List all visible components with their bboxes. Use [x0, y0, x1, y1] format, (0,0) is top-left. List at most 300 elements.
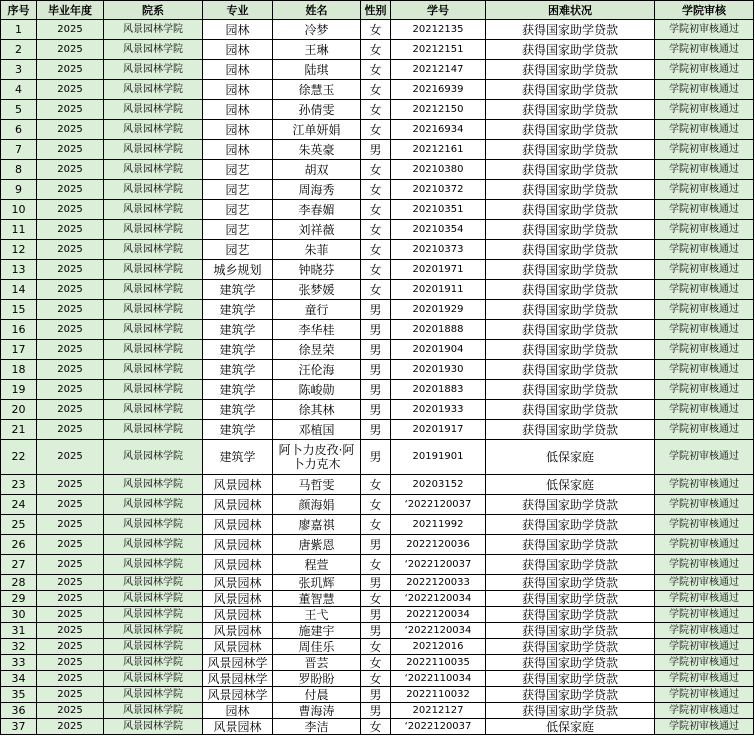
cell-department: 风景园林学院	[104, 220, 203, 240]
table-row	[1, 671, 754, 687]
cell-review: 学院初审核通过	[655, 420, 754, 440]
cell-hardship: 获得国家助学贷款	[486, 320, 655, 340]
cell-gender: 男	[361, 380, 391, 400]
table-row	[1, 120, 754, 140]
cell-review: 学院初审核通过	[655, 120, 754, 140]
cell-index: 12	[1, 240, 37, 260]
cell-major: 风景园林	[203, 623, 273, 639]
table-row	[1, 703, 754, 719]
cell-year: 2025	[37, 671, 104, 687]
cell-hardship: 获得国家助学贷款	[486, 120, 655, 140]
cell-student-id: 20191901	[391, 440, 486, 475]
cell-student-id: 20201888	[391, 320, 486, 340]
cell-major: 风景园林	[203, 475, 273, 495]
cell-year: 2025	[37, 80, 104, 100]
cell-year: 2025	[37, 100, 104, 120]
cell-gender: 女	[361, 240, 391, 260]
cell-major: 风景园林学	[203, 687, 273, 703]
cell-gender: 女	[361, 671, 391, 687]
cell-hardship: 低保家庭	[486, 475, 655, 495]
cell-year: 2025	[37, 140, 104, 160]
cell-index: 6	[1, 120, 37, 140]
cell-name: 李华桂	[273, 320, 361, 340]
cell-major: 园林	[203, 40, 273, 60]
cell-year: 2025	[37, 475, 104, 495]
cell-index: 24	[1, 495, 37, 515]
cell-gender: 女	[361, 475, 391, 495]
cell-name: 陆琪	[273, 60, 361, 80]
cell-department: 风景园林学院	[104, 120, 203, 140]
cell-index: 1	[1, 20, 37, 40]
cell-department: 风景园林学院	[104, 160, 203, 180]
cell-hardship: 获得国家助学贷款	[486, 639, 655, 655]
cell-student-id: 20201904	[391, 340, 486, 360]
cell-name: 张梦媛	[273, 280, 361, 300]
cell-hardship: 获得国家助学贷款	[486, 20, 655, 40]
cell-hardship: 获得国家助学贷款	[486, 655, 655, 671]
cell-name: 马哲雯	[273, 475, 361, 495]
cell-index: 27	[1, 555, 37, 575]
cell-name: 李洁	[273, 719, 361, 735]
cell-name: 朱菲	[273, 240, 361, 260]
cell-year: 2025	[37, 687, 104, 703]
cell-major: 园林	[203, 80, 273, 100]
cell-hardship: 获得国家助学贷款	[486, 623, 655, 639]
cell-name: 孙倩雯	[273, 100, 361, 120]
cell-department: 风景园林学院	[104, 420, 203, 440]
cell-gender: 男	[361, 360, 391, 380]
table-row	[1, 340, 754, 360]
cell-major: 建筑学	[203, 400, 273, 420]
cell-gender: 男	[361, 687, 391, 703]
table-row	[1, 60, 754, 80]
cell-hardship: 获得国家助学贷款	[486, 260, 655, 280]
cell-year: 2025	[37, 220, 104, 240]
cell-review: 学院初审核通过	[655, 300, 754, 320]
cell-index: 20	[1, 400, 37, 420]
cell-department: 风景园林学院	[104, 555, 203, 575]
cell-gender: 女	[361, 80, 391, 100]
table-row	[1, 515, 754, 535]
cell-student-id: 20201911	[391, 280, 486, 300]
cell-student-id: 20212016	[391, 639, 486, 655]
cell-major: 建筑学	[203, 360, 273, 380]
cell-gender: 男	[361, 420, 391, 440]
cell-student-id: 2022110035	[391, 655, 486, 671]
table-row	[1, 240, 754, 260]
cell-gender: 男	[361, 440, 391, 475]
cell-major: 园林	[203, 100, 273, 120]
cell-major: 建筑学	[203, 380, 273, 400]
cell-name: 李春媚	[273, 200, 361, 220]
cell-name: 汪伦海	[273, 360, 361, 380]
cell-gender: 女	[361, 180, 391, 200]
table-row	[1, 360, 754, 380]
cell-index: 4	[1, 80, 37, 100]
cell-gender: 女	[361, 639, 391, 655]
cell-gender: 女	[361, 655, 391, 671]
cell-review: 学院初审核通过	[655, 515, 754, 535]
cell-review: 学院初审核通过	[655, 535, 754, 555]
cell-hardship: 获得国家助学贷款	[486, 575, 655, 591]
cell-hardship: 低保家庭	[486, 440, 655, 475]
table-row	[1, 260, 754, 280]
cell-major: 风景园林	[203, 575, 273, 591]
cell-review: 学院初审核通过	[655, 655, 754, 671]
cell-major: 风景园林学	[203, 655, 273, 671]
table-row	[1, 380, 754, 400]
cell-major: 风景园林	[203, 515, 273, 535]
cell-student-id: ‘2022120037	[391, 555, 486, 575]
cell-index: 7	[1, 140, 37, 160]
cell-index: 11	[1, 220, 37, 240]
cell-name: 刘祥薇	[273, 220, 361, 240]
cell-department: 风景园林学院	[104, 360, 203, 380]
table-row	[1, 200, 754, 220]
cell-student-id: 20201917	[391, 420, 486, 440]
cell-hardship: 获得国家助学贷款	[486, 220, 655, 240]
cell-year: 2025	[37, 120, 104, 140]
cell-department: 风景园林学院	[104, 495, 203, 515]
cell-year: 2025	[37, 340, 104, 360]
cell-hardship: 获得国家助学贷款	[486, 515, 655, 535]
cell-index: 28	[1, 575, 37, 591]
table-row	[1, 475, 754, 495]
cell-year: 2025	[37, 639, 104, 655]
cell-major: 建筑学	[203, 280, 273, 300]
cell-major: 风景园林	[203, 495, 273, 515]
cell-year: 2025	[37, 260, 104, 280]
cell-department: 风景园林学院	[104, 515, 203, 535]
cell-hardship: 获得国家助学贷款	[486, 591, 655, 607]
cell-index: 10	[1, 200, 37, 220]
table-row	[1, 495, 754, 515]
cell-gender: 女	[361, 260, 391, 280]
cell-major: 风景园林	[203, 591, 273, 607]
cell-student-id: 20216934	[391, 120, 486, 140]
cell-student-id: 20212147	[391, 60, 486, 80]
cell-student-id: 20201930	[391, 360, 486, 380]
cell-gender: 男	[361, 340, 391, 360]
cell-student-id: 20210373	[391, 240, 486, 260]
cell-name: 廖嘉祺	[273, 515, 361, 535]
table-row	[1, 280, 754, 300]
cell-year: 2025	[37, 20, 104, 40]
cell-hardship: 获得国家助学贷款	[486, 140, 655, 160]
cell-gender: 女	[361, 220, 391, 240]
cell-review: 学院初审核通过	[655, 400, 754, 420]
col-header-year: 毕业年度	[37, 1, 104, 20]
cell-name: 曹海涛	[273, 703, 361, 719]
cell-name: 江单妍娟	[273, 120, 361, 140]
cell-department: 风景园林学院	[104, 200, 203, 220]
cell-student-id: 20210380	[391, 160, 486, 180]
cell-name: 徐昱荣	[273, 340, 361, 360]
cell-name: 童行	[273, 300, 361, 320]
cell-index: 33	[1, 655, 37, 671]
cell-review: 学院初审核通过	[655, 180, 754, 200]
cell-index: 5	[1, 100, 37, 120]
cell-hardship: 获得国家助学贷款	[486, 280, 655, 300]
cell-name: 罗盼盼	[273, 671, 361, 687]
table-row	[1, 180, 754, 200]
cell-index: 35	[1, 687, 37, 703]
cell-gender: 女	[361, 40, 391, 60]
cell-department: 风景园林学院	[104, 575, 203, 591]
cell-major: 建筑学	[203, 300, 273, 320]
col-header-name: 姓名	[273, 1, 361, 20]
cell-review: 学院初审核通过	[655, 555, 754, 575]
cell-department: 风景园林学院	[104, 340, 203, 360]
col-header-gender: 性别	[361, 1, 391, 20]
cell-index: 26	[1, 535, 37, 555]
cell-year: 2025	[37, 719, 104, 735]
cell-student-id: 20201971	[391, 260, 486, 280]
table-row	[1, 20, 754, 40]
cell-department: 风景园林学院	[104, 440, 203, 475]
cell-hardship: 获得国家助学贷款	[486, 495, 655, 515]
table-row	[1, 300, 754, 320]
cell-major: 建筑学	[203, 420, 273, 440]
cell-hardship: 获得国家助学贷款	[486, 687, 655, 703]
cell-student-id: 20201883	[391, 380, 486, 400]
cell-year: 2025	[37, 200, 104, 220]
col-header-index: 序号	[1, 1, 37, 20]
cell-name: 王琳	[273, 40, 361, 60]
cell-index: 13	[1, 260, 37, 280]
cell-student-id: 20201929	[391, 300, 486, 320]
cell-review: 学院初审核通过	[655, 380, 754, 400]
table-row	[1, 639, 754, 655]
cell-review: 学院初审核通过	[655, 160, 754, 180]
cell-review: 学院初审核通过	[655, 623, 754, 639]
cell-name: 徐慧玉	[273, 80, 361, 100]
cell-department: 风景园林学院	[104, 639, 203, 655]
cell-major: 园林	[203, 703, 273, 719]
cell-student-id: 20210372	[391, 180, 486, 200]
cell-student-id: 20210351	[391, 200, 486, 220]
cell-department: 风景园林学院	[104, 280, 203, 300]
cell-year: 2025	[37, 400, 104, 420]
cell-student-id: 2022120036	[391, 535, 486, 555]
cell-gender: 女	[361, 515, 391, 535]
cell-gender: 男	[361, 140, 391, 160]
cell-year: 2025	[37, 300, 104, 320]
cell-gender: 女	[361, 160, 391, 180]
cell-index: 22	[1, 440, 37, 475]
cell-year: 2025	[37, 655, 104, 671]
table-row	[1, 607, 754, 623]
cell-student-id: 20212150	[391, 100, 486, 120]
cell-hardship: 低保家庭	[486, 719, 655, 735]
cell-name: 朱英豪	[273, 140, 361, 160]
cell-name: 张玑辉	[273, 575, 361, 591]
cell-student-id: 20212127	[391, 703, 486, 719]
cell-index: 15	[1, 300, 37, 320]
cell-index: 36	[1, 703, 37, 719]
cell-hardship: 获得国家助学贷款	[486, 100, 655, 120]
cell-student-id: 20212161	[391, 140, 486, 160]
cell-review: 学院初审核通过	[655, 440, 754, 475]
cell-review: 学院初审核通过	[655, 719, 754, 735]
cell-review: 学院初审核通过	[655, 260, 754, 280]
cell-department: 风景园林学院	[104, 60, 203, 80]
cell-hardship: 获得国家助学贷款	[486, 180, 655, 200]
cell-major: 建筑学	[203, 320, 273, 340]
cell-department: 风景园林学院	[104, 320, 203, 340]
cell-name: 晋芸	[273, 655, 361, 671]
cell-student-id: 20216939	[391, 80, 486, 100]
cell-gender: 男	[361, 703, 391, 719]
cell-year: 2025	[37, 440, 104, 475]
cell-gender: 女	[361, 120, 391, 140]
cell-department: 风景园林学院	[104, 703, 203, 719]
cell-department: 风景园林学院	[104, 655, 203, 671]
cell-gender: 男	[361, 400, 391, 420]
cell-department: 风景园林学院	[104, 671, 203, 687]
table-row	[1, 100, 754, 120]
cell-hardship: 获得国家助学贷款	[486, 555, 655, 575]
cell-review: 学院初审核通过	[655, 687, 754, 703]
cell-name: 颜海娟	[273, 495, 361, 515]
cell-gender: 女	[361, 60, 391, 80]
cell-department: 风景园林学院	[104, 240, 203, 260]
cell-student-id: ‘2022120034	[391, 591, 486, 607]
cell-name: 阿卜力皮孜·阿卜力克木	[273, 440, 361, 475]
cell-gender: 女	[361, 200, 391, 220]
cell-major: 风景园林	[203, 535, 273, 555]
cell-gender: 男	[361, 607, 391, 623]
cell-name: 徐其林	[273, 400, 361, 420]
cell-department: 风景园林学院	[104, 380, 203, 400]
table-row	[1, 655, 754, 671]
cell-name: 胡双	[273, 160, 361, 180]
cell-hardship: 获得国家助学贷款	[486, 60, 655, 80]
table-row	[1, 555, 754, 575]
cell-major: 园艺	[203, 200, 273, 220]
cell-gender: 男	[361, 575, 391, 591]
cell-major: 风景园林	[203, 719, 273, 735]
cell-year: 2025	[37, 380, 104, 400]
table-row	[1, 420, 754, 440]
cell-major: 园林	[203, 120, 273, 140]
cell-review: 学院初审核通过	[655, 360, 754, 380]
cell-year: 2025	[37, 623, 104, 639]
cell-year: 2025	[37, 360, 104, 380]
cell-major: 城乡规划	[203, 260, 273, 280]
cell-review: 学院初审核通过	[655, 80, 754, 100]
cell-name: 邓植国	[273, 420, 361, 440]
cell-student-id: ‘2022120037	[391, 495, 486, 515]
cell-major: 风景园林学	[203, 671, 273, 687]
cell-year: 2025	[37, 240, 104, 260]
cell-student-id: 20210354	[391, 220, 486, 240]
cell-year: 2025	[37, 591, 104, 607]
cell-major: 园艺	[203, 160, 273, 180]
cell-hardship: 获得国家助学贷款	[486, 160, 655, 180]
cell-review: 学院初审核通过	[655, 475, 754, 495]
table-row	[1, 160, 754, 180]
cell-student-id: 20212135	[391, 20, 486, 40]
cell-department: 风景园林学院	[104, 623, 203, 639]
table-row	[1, 220, 754, 240]
cell-review: 学院初审核通过	[655, 280, 754, 300]
cell-review: 学院初审核通过	[655, 20, 754, 40]
cell-index: 23	[1, 475, 37, 495]
cell-hardship: 获得国家助学贷款	[486, 80, 655, 100]
cell-student-id: 2022120033	[391, 575, 486, 591]
table-row	[1, 320, 754, 340]
cell-student-id: ‘2022110034	[391, 671, 486, 687]
cell-index: 34	[1, 671, 37, 687]
cell-name: 周佳乐	[273, 639, 361, 655]
cell-student-id: 20211992	[391, 515, 486, 535]
cell-gender: 男	[361, 300, 391, 320]
cell-gender: 女	[361, 719, 391, 735]
cell-review: 学院初审核通过	[655, 60, 754, 80]
table-row	[1, 591, 754, 607]
cell-hardship: 获得国家助学贷款	[486, 360, 655, 380]
cell-major: 风景园林	[203, 639, 273, 655]
cell-year: 2025	[37, 515, 104, 535]
cell-year: 2025	[37, 703, 104, 719]
cell-review: 学院初审核通过	[655, 495, 754, 515]
cell-review: 学院初审核通过	[655, 240, 754, 260]
cell-name: 冷梦	[273, 20, 361, 40]
cell-department: 风景园林学院	[104, 719, 203, 735]
cell-year: 2025	[37, 495, 104, 515]
cell-department: 风景园林学院	[104, 40, 203, 60]
cell-major: 园林	[203, 140, 273, 160]
cell-review: 学院初审核通过	[655, 100, 754, 120]
cell-major: 风景园林	[203, 607, 273, 623]
cell-hardship: 获得国家助学贷款	[486, 400, 655, 420]
cell-department: 风景园林学院	[104, 80, 203, 100]
cell-name: 施建宇	[273, 623, 361, 639]
cell-major: 风景园林	[203, 555, 273, 575]
col-header-department: 院系	[104, 1, 203, 20]
cell-year: 2025	[37, 575, 104, 591]
cell-year: 2025	[37, 160, 104, 180]
cell-name: 唐紫恩	[273, 535, 361, 555]
cell-major: 建筑学	[203, 440, 273, 475]
cell-index: 14	[1, 280, 37, 300]
table-row	[1, 80, 754, 100]
cell-review: 学院初审核通过	[655, 220, 754, 240]
cell-hardship: 获得国家助学贷款	[486, 300, 655, 320]
header-row	[1, 1, 754, 20]
cell-index: 37	[1, 719, 37, 735]
cell-name: 程萱	[273, 555, 361, 575]
cell-name: 周海秀	[273, 180, 361, 200]
cell-hardship: 获得国家助学贷款	[486, 535, 655, 555]
cell-gender: 女	[361, 555, 391, 575]
table-row	[1, 623, 754, 639]
cell-department: 风景园林学院	[104, 400, 203, 420]
col-header-student-id: 学号	[391, 1, 486, 20]
cell-year: 2025	[37, 607, 104, 623]
cell-student-id: 2022110032	[391, 687, 486, 703]
cell-name: 付晨	[273, 687, 361, 703]
cell-hardship: 获得国家助学贷款	[486, 703, 655, 719]
cell-gender: 女	[361, 280, 391, 300]
col-header-hardship: 困难状况	[486, 1, 655, 20]
cell-index: 9	[1, 180, 37, 200]
cell-review: 学院初审核通过	[655, 200, 754, 220]
cell-year: 2025	[37, 280, 104, 300]
cell-department: 风景园林学院	[104, 591, 203, 607]
cell-department: 风景园林学院	[104, 607, 203, 623]
